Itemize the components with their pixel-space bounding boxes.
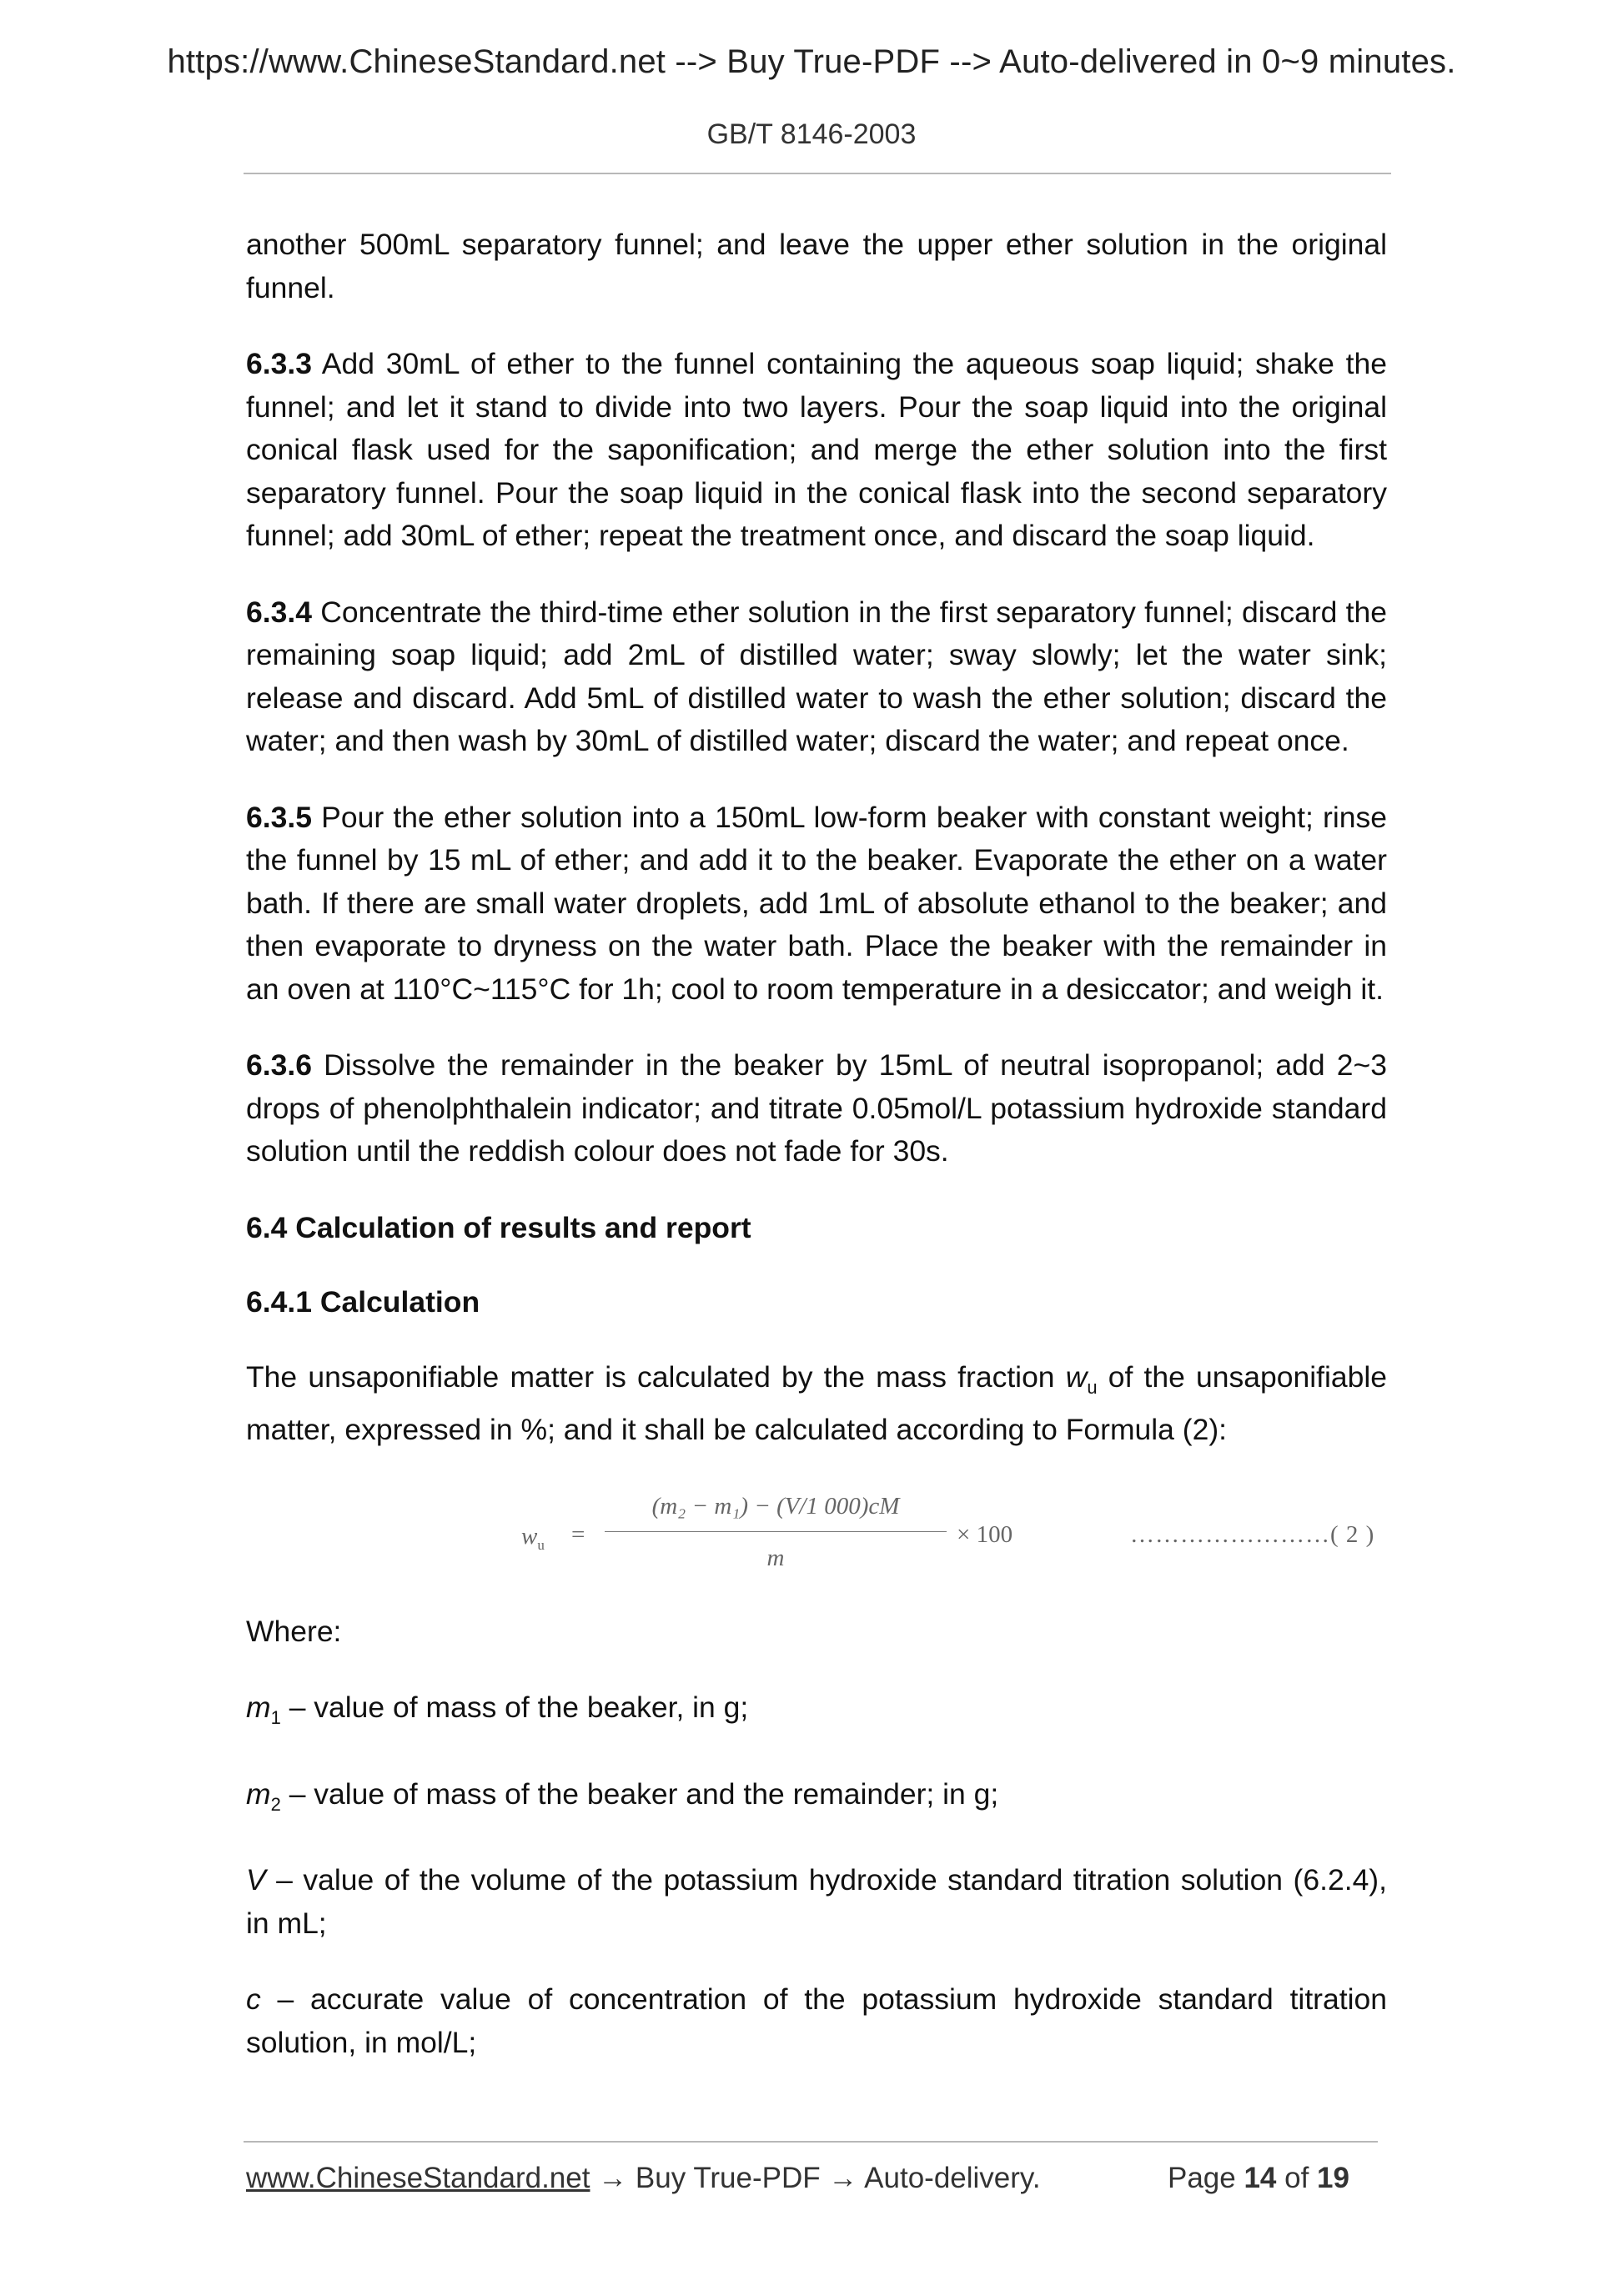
formula-2 bbox=[246, 1485, 1387, 1577]
footer-left bbox=[246, 2162, 1041, 2195]
formula-number: ……………………( 2 ) bbox=[1130, 1520, 1375, 1548]
header-divider bbox=[244, 173, 1391, 174]
where-label: Where: bbox=[246, 1614, 342, 1648]
definition-c: c – accurate value of concentration of the potassium hydroxide standard titration solution, in mol/L; bbox=[246, 1982, 1387, 2059]
section-heading-6-4-1: 6.4.1 Calculation bbox=[246, 1285, 480, 1319]
formula-equals: = bbox=[571, 1520, 585, 1548]
clause-number: 6.3.4 bbox=[246, 595, 312, 629]
clause-number: 6.3.3 bbox=[246, 347, 312, 380]
top-banner: https://www.ChineseStandard.net --> Buy True-PDF --> Auto-delivered in 0~9 minutes. bbox=[167, 43, 1456, 80]
calc-var: w bbox=[1065, 1359, 1088, 1394]
clause-6-3-6 bbox=[246, 1044, 1387, 1173]
clause-6-3-3 bbox=[246, 343, 1387, 558]
calc-text-b: of the unsaponifiable matter, expressed in %; and it shall be calculated according to Formula (2): bbox=[246, 1359, 1387, 1447]
footer-tagline: → Buy True-PDF → Auto-delivery. bbox=[590, 2162, 1041, 2194]
calculation-intro bbox=[246, 1356, 1387, 1452]
clause-text: Add 30mL of ether to the funnel containing the aqueous soap liquid; shake the funnel; and let it stand to divide into two layers. Pour the soap liquid into the original conical flask used for the saponification; and merge the ether solution into the first separatory funnel. Pour the soap liquid in the conical flask into the second separatory funnel; add 30mL of ether; repeat the treatment once, and discard the soap liquid. bbox=[246, 347, 1387, 552]
definition-v: V – value of the volume of the potassium hydroxide standard titration solution (6.2.4), in mL; bbox=[246, 1863, 1387, 1940]
page-indicator: Page 14 of 19 bbox=[1168, 2162, 1349, 2194]
clause-text: Dissolve the remainder in the beaker by 15mL of neutral isopropanol; add 2~3 drops of phenolphthalein indicator; and titrate 0.05mol/L potassium hydroxide standard solution until the reddish colour does not fade for 30s. bbox=[246, 1048, 1387, 1168]
formula-multiplier: × 100 bbox=[957, 1520, 1013, 1548]
calc-var-sub: u bbox=[1087, 1376, 1098, 1398]
clause-number: 6.3.5 bbox=[246, 800, 312, 834]
page-current: 14 bbox=[1244, 2162, 1277, 2194]
page-total: 19 bbox=[1317, 2162, 1349, 2194]
clause-text: Pour the ether solution into a 150mL low-form beaker with constant weight; rinse the funnel by 15 mL of ether; and add it to the beaker. Evaporate the ether on a water bath. If there are small water droplets, add 1mL of absolute ethanol to the beaker; and then evaporate to dryness on the water bath. Place the beaker with the remainder in an oven at 110°C~115°C for 1h; cool to room temperature in a desiccator; and weigh it. bbox=[246, 800, 1387, 1006]
paragraph-continuation: another 500mL separatory funnel; and leave the upper ether solution in the original funnel. bbox=[246, 228, 1387, 304]
footer-site-link[interactable]: www.ChineseStandard.net bbox=[246, 2162, 590, 2194]
clause-6-3-5 bbox=[246, 796, 1387, 1012]
clause-text: Concentrate the third-time ether solution in the first separatory funnel; discard the remaining soap liquid; add 2mL of distilled water; sway slowly; let the water sink; release and discard. Add 5mL of distilled water to wash the ether solution; discard the water; and then wash by 30mL of distilled water; discard the water; and repeat once. bbox=[246, 595, 1387, 757]
formula-lhs: $w_u$ bbox=[521, 1522, 545, 1553]
definition-m2: $m_2$ – value of mass of the beaker and the remainder; in g; bbox=[246, 1776, 999, 1815]
calc-text-a: The unsaponifiable matter is calculated by the mass fraction bbox=[246, 1359, 1066, 1394]
section-heading-6-4: 6.4 Calculation of results and report bbox=[246, 1210, 751, 1244]
definition-m1: $m_1$ – value of mass of the beaker, in g; bbox=[246, 1691, 749, 1729]
clause-number: 6.3.6 bbox=[246, 1048, 312, 1082]
clause-6-3-4 bbox=[246, 591, 1387, 763]
document-body bbox=[246, 224, 1387, 2098]
formula-numerator: (m₂ − m₁) − (V/1 000)cM bbox=[651, 1492, 900, 1520]
formula-denominator: m bbox=[766, 1545, 785, 1572]
standard-code: GB/T 8146-2003 bbox=[706, 118, 917, 150]
footer-divider bbox=[244, 2141, 1378, 2143]
formula-fraction bbox=[605, 1485, 947, 1580]
